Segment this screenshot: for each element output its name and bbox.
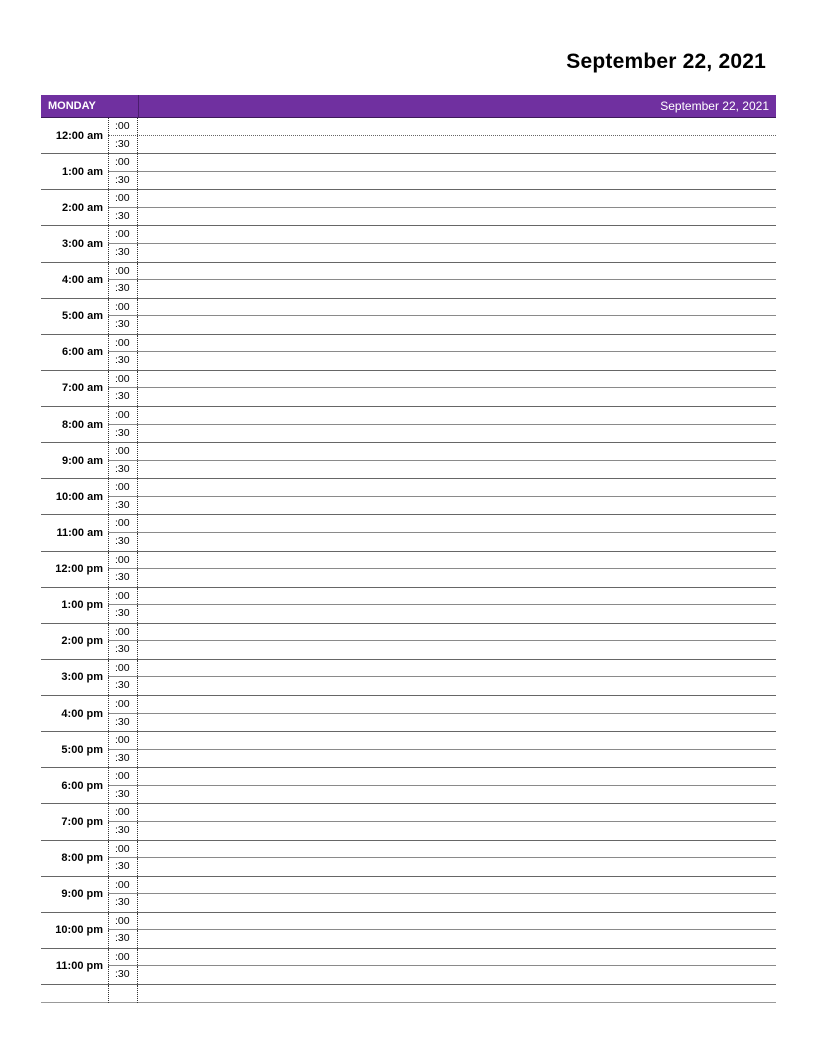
slot-on-hour[interactable] xyxy=(108,660,776,678)
slot-on-hour[interactable] xyxy=(108,913,776,931)
hour-row xyxy=(41,588,776,624)
slot-half-hour[interactable] xyxy=(108,641,776,659)
slot-half-hour[interactable] xyxy=(108,894,776,912)
minute-label: :30 xyxy=(108,786,138,804)
hour-label: 2:00 pm xyxy=(61,635,103,648)
hour-row xyxy=(41,804,776,840)
slot-on-hour[interactable] xyxy=(108,263,776,281)
slot-half-hour[interactable] xyxy=(108,172,776,190)
slot-on-hour[interactable] xyxy=(108,841,776,859)
slot-on-hour[interactable] xyxy=(108,154,776,172)
hour-label: 10:00 am xyxy=(55,490,103,503)
minute-label: :30 xyxy=(108,352,138,370)
minute-label: :00 xyxy=(108,913,138,930)
hour-row xyxy=(41,696,776,732)
minute-label: :30 xyxy=(108,172,138,190)
minute-label: :00 xyxy=(108,515,138,532)
hour-label: 11:00 pm xyxy=(55,960,103,973)
hour-label: 1:00 pm xyxy=(61,599,103,612)
hour-row xyxy=(41,768,776,804)
minute-label: :00 xyxy=(108,407,138,424)
hour-row xyxy=(41,443,776,479)
minute-label: :00 xyxy=(108,588,138,605)
slot-on-hour[interactable] xyxy=(108,479,776,497)
hour-row xyxy=(41,154,776,190)
minute-label: :00 xyxy=(108,263,138,280)
slot-on-hour[interactable] xyxy=(108,624,776,642)
header-divider xyxy=(138,95,139,117)
header-date: September 22, 2021 xyxy=(660,99,769,113)
slot-on-hour[interactable] xyxy=(108,190,776,208)
minute-label: :30 xyxy=(108,497,138,515)
minute-label: :00 xyxy=(108,696,138,713)
slot-half-hour[interactable] xyxy=(108,316,776,334)
hour-label: 6:00 pm xyxy=(61,779,103,792)
slot-half-hour[interactable] xyxy=(108,352,776,370)
minute-label: :00 xyxy=(108,732,138,749)
slot-on-hour[interactable] xyxy=(108,118,776,136)
hour-row xyxy=(41,226,776,262)
minute-label: :30 xyxy=(108,280,138,298)
hour-row xyxy=(41,552,776,588)
minute-label: :30 xyxy=(108,894,138,912)
hour-label: 5:00 pm xyxy=(61,743,103,756)
slot-on-hour[interactable] xyxy=(108,335,776,353)
minute-label: :30 xyxy=(108,244,138,262)
slot-half-hour[interactable] xyxy=(108,569,776,587)
minute-label: :00 xyxy=(108,552,138,569)
minute-label: :30 xyxy=(108,208,138,226)
slot-on-hour[interactable] xyxy=(108,371,776,389)
minute-label: :30 xyxy=(108,388,138,406)
schedule-grid xyxy=(41,118,776,1003)
slot-on-hour[interactable] xyxy=(108,768,776,786)
minute-label: :30 xyxy=(108,461,138,479)
slot-half-hour[interactable] xyxy=(108,497,776,515)
hour-row xyxy=(41,660,776,696)
slot-on-hour[interactable] xyxy=(108,877,776,895)
hour-label: 7:00 am xyxy=(62,382,103,395)
slot-on-hour[interactable] xyxy=(108,515,776,533)
minute-label: :00 xyxy=(108,660,138,677)
slot-on-hour[interactable] xyxy=(108,696,776,714)
minute-column xyxy=(108,985,138,1003)
slot-on-hour[interactable] xyxy=(108,226,776,244)
slot-on-hour[interactable] xyxy=(108,407,776,425)
minute-label: :30 xyxy=(108,533,138,551)
hour-label: 5:00 am xyxy=(62,310,103,323)
minute-label: :00 xyxy=(108,804,138,821)
hour-label: 4:00 am xyxy=(62,274,103,287)
hour-label: 9:00 pm xyxy=(61,888,103,901)
slot-on-hour[interactable] xyxy=(108,552,776,570)
day-header-bar xyxy=(41,95,776,118)
hour-row xyxy=(41,371,776,407)
minute-label: :00 xyxy=(108,949,138,966)
hour-label: 3:00 pm xyxy=(61,671,103,684)
hour-label: 11:00 am xyxy=(56,526,103,539)
hour-row xyxy=(41,479,776,515)
hour-row xyxy=(41,913,776,949)
slot-half-hour[interactable] xyxy=(108,388,776,406)
slot-half-hour[interactable] xyxy=(108,244,776,262)
hour-label: 7:00 pm xyxy=(61,815,103,828)
slot-half-hour[interactable] xyxy=(108,461,776,479)
slot-half-hour[interactable] xyxy=(108,208,776,226)
minute-label: :00 xyxy=(108,335,138,352)
hour-row xyxy=(41,949,776,985)
hour-row xyxy=(41,732,776,768)
slot-half-hour[interactable] xyxy=(108,605,776,623)
hour-row xyxy=(41,118,776,154)
minute-label: :00 xyxy=(108,443,138,460)
minute-label: :00 xyxy=(108,841,138,858)
minute-label: :00 xyxy=(108,190,138,207)
hour-label: 6:00 am xyxy=(62,346,103,359)
minute-label: :30 xyxy=(108,858,138,876)
slot-half-hour[interactable] xyxy=(108,750,776,768)
slot-on-hour[interactable] xyxy=(108,443,776,461)
minute-label: :00 xyxy=(108,479,138,496)
hour-label: 4:00 pm xyxy=(61,707,103,720)
minute-label: :30 xyxy=(108,822,138,840)
minute-label: :30 xyxy=(108,316,138,334)
hour-label: 2:00 am xyxy=(62,201,103,214)
slot-half-hour[interactable] xyxy=(108,966,776,984)
slot-half-hour[interactable] xyxy=(108,930,776,948)
slot-half-hour[interactable] xyxy=(108,136,776,154)
minute-label: :30 xyxy=(108,641,138,659)
hour-label: 8:00 am xyxy=(62,418,103,431)
hour-row xyxy=(41,515,776,551)
minute-label: :00 xyxy=(108,624,138,641)
slot-on-hour[interactable] xyxy=(108,949,776,967)
slot-half-hour[interactable] xyxy=(108,677,776,695)
hour-label: 12:00 am xyxy=(55,129,103,142)
minute-label: :00 xyxy=(108,118,138,135)
hour-row xyxy=(41,624,776,660)
minute-label: :00 xyxy=(108,371,138,388)
hour-row xyxy=(41,190,776,226)
minute-label: :30 xyxy=(108,930,138,948)
hour-row xyxy=(41,263,776,299)
hour-row xyxy=(41,841,776,877)
minute-label: :00 xyxy=(108,877,138,894)
hour-label: 10:00 pm xyxy=(55,924,103,937)
hour-label: 12:00 pm xyxy=(55,563,103,576)
minute-label: :00 xyxy=(108,226,138,243)
hour-label: 8:00 pm xyxy=(61,852,103,865)
slot-half-hour[interactable] xyxy=(108,280,776,298)
slot-half-hour[interactable] xyxy=(108,425,776,443)
slot-half-hour[interactable] xyxy=(108,533,776,551)
hour-row xyxy=(41,407,776,443)
minute-label: :00 xyxy=(108,299,138,316)
slot-half-hour[interactable] xyxy=(108,786,776,804)
slot-half-hour[interactable] xyxy=(108,822,776,840)
hour-label: 9:00 am xyxy=(62,454,103,467)
hour-label: 3:00 am xyxy=(62,237,103,250)
day-name: MONDAY xyxy=(48,100,96,112)
slot-on-hour[interactable] xyxy=(108,588,776,606)
slot-on-hour[interactable] xyxy=(108,299,776,317)
trailing-row[interactable] xyxy=(41,985,776,1003)
minute-label: :30 xyxy=(108,714,138,732)
minute-label: :30 xyxy=(108,425,138,443)
hour-row xyxy=(41,877,776,913)
minute-label: :00 xyxy=(108,768,138,785)
hour-row xyxy=(41,299,776,335)
page-title: September 22, 2021 xyxy=(566,50,766,73)
minute-label: :30 xyxy=(108,569,138,587)
hour-row xyxy=(41,335,776,371)
slot-on-hour[interactable] xyxy=(108,804,776,822)
slot-on-hour[interactable] xyxy=(108,732,776,750)
minute-label: :30 xyxy=(108,966,138,984)
minute-label: :00 xyxy=(108,154,138,171)
minute-label: :30 xyxy=(108,136,138,154)
hour-label: 1:00 am xyxy=(62,165,103,178)
slot-half-hour[interactable] xyxy=(108,858,776,876)
minute-label: :30 xyxy=(108,677,138,695)
minute-label: :30 xyxy=(108,605,138,623)
slot-half-hour[interactable] xyxy=(108,714,776,732)
minute-label: :30 xyxy=(108,750,138,768)
